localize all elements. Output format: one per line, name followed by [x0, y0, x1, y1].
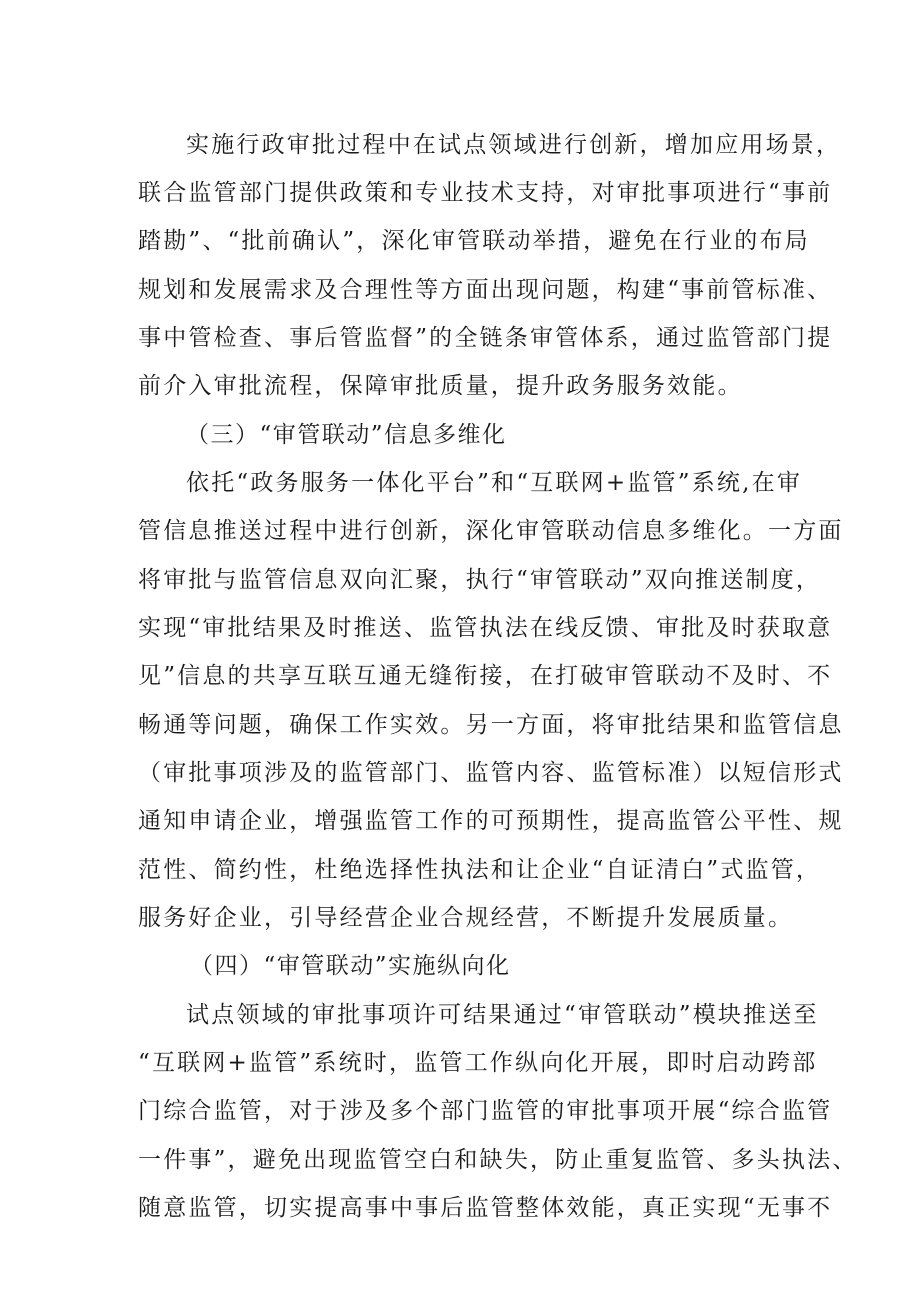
paragraph-2-line-10: 服务好企业，引导经营企业合规经营，不断提升发展质量。 — [138, 905, 794, 931]
paragraph-2-line-8: 通知申请企业，增强监管工作的可预期性，提高监管公平性、规 — [138, 808, 844, 834]
paragraph-2-line-2: 管信息推送过程中进行创新，深化审管联动信息多维化。一方面 — [138, 518, 844, 544]
paragraph-1-line-6: 前介入审批流程，保障审批质量，提升政务服务效能。 — [138, 373, 743, 399]
paragraph-1-line-2: 联合监管部门提供政策和专业技术支持，对审批事项进行“事前 — [138, 180, 833, 206]
paragraph-1-line-5: 事中管检查、事后管监督”的全链条审管体系，通过监管部门提 — [138, 325, 833, 351]
paragraph-2-line-3: 将审批与监管信息双向汇聚，执行“审管联动”双向推送制度， — [138, 567, 822, 593]
paragraph-2-line-4: 实现“审批结果及时推送、监管执法在线反馈、审批及时获取意 — [138, 615, 833, 641]
section-heading-3: （三）“审管联动”信息多维化 — [186, 422, 507, 448]
paragraph-3-line-2: “互联网+监管”系统时，监管工作纵向化开展，即时启动跨部 — [138, 1050, 818, 1076]
paragraph-3-line-3: 门综合监管，对于涉及多个部门监管的审批事项开展“综合监管 — [138, 1098, 833, 1124]
paragraph-1-line-1: 实施行政审批过程中在试点领域进行创新，增加应用场景， — [186, 132, 842, 158]
paragraph-2-line-6: 畅通等问题，确保工作实效。另一方面，将审批结果和监管信息 — [138, 712, 844, 738]
paragraph-2-line-1: 依托“政务服务一体化平台”和“互联网+监管”系统,在审 — [186, 470, 803, 496]
paragraph-3-line-1: 试点领域的审批事项许可结果通过“审管联动”模块推送至 — [186, 1002, 819, 1028]
paragraph-2-line-7: （审批事项涉及的监管部门、监管内容、监管标准）以短信形式 — [138, 760, 844, 786]
paragraph-1-line-3: 踏勘”、“批前确认”，深化审管联动举措，避免在行业的布局 — [138, 228, 810, 254]
paragraph-3-line-4: 一件事”，避免出现监管空白和缺失，防止重复监管、多头执法、 — [138, 1147, 858, 1173]
paragraph-1-line-4: 规划和发展需求及合理性等方面出现问题，构建“事前管标准、 — [138, 277, 833, 303]
paragraph-2-line-9: 范性、简约性，杜绝选择性执法和让企业“自证清白”式监管， — [138, 857, 822, 883]
paragraph-3-line-5: 随意监管，切实提高事中事后监管整体效能，真正实现“无事不 — [138, 1195, 833, 1221]
paragraph-2-line-5: 见”信息的共享互联互通无缝衔接，在打破审管联动不及时、不 — [138, 663, 833, 689]
section-heading-4: （四）“审管联动”实施纵向化 — [190, 953, 511, 979]
